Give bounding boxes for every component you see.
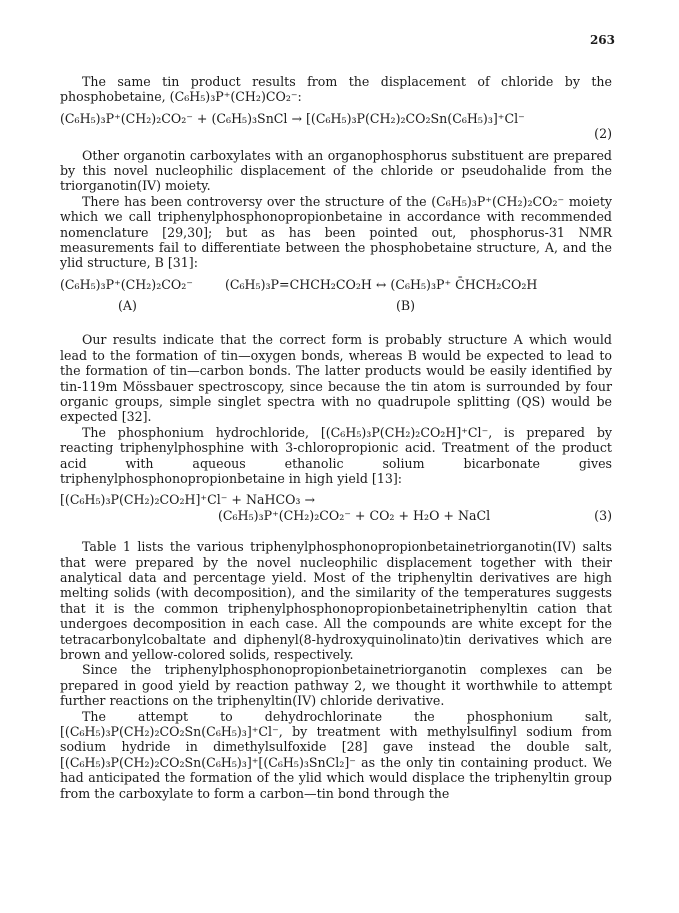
structure-b: (C₆H₅)₃P=CHCH₂CO₂H ↔ (C₆H₅)₃P⁺ C̄HCH₂CO₂H — [224, 276, 538, 292]
paragraph-7: Since the triphenylphosphonopropionbetainetriorganotin complexes can be prepared in good yield by reaction pathway 2, we thought it worthwhile to attempt further reactions on the triphenyltin(IV) chloride derivative. — [60, 662, 612, 709]
structure-a-label: (A) — [118, 298, 137, 314]
equation-3-line-2 — [60, 508, 612, 523]
equation-3 — [60, 492, 612, 523]
paragraph-4: Our results indicate that the correct form is probably structure A which would lead to the formation of tin—oxygen bonds, whereas B would be expected to lead to the formation of tin—carbon bonds. The latter products would be easily identified by tin-119m Mössbauer spectroscopy, since because the tin atom is surrounded by four organic groups, simple singlet spectra with no quadrupole splitting (QS) would be expected [32]. — [60, 332, 612, 425]
structure-a: (C₆H₅)₃P⁺(CH₂)₂CO₂⁻ — [60, 276, 193, 292]
structure-b-label: (B) — [396, 298, 416, 314]
paragraph-8: The attempt to dehydrochlorinate the phosphonium salt, [(C₆H₅)₃P(CH₂)₂CO₂Sn(C₆H₅)₃]⁺Cl⁻, by treatment with methylsulfinyl sodium from sodium hydride in dimethylsulfoxide [28] gave instead the double salt, [(C₆H₅)₃P(CH₂)₂CO₂Sn(C₆H₅)₃]⁺[(C₆H₅)₃SnCl₂]⁻ as the only tin containing product. We had anticipated the formation of the ylid which would displace the triphenyltin group from the carboxylate to form a carbon—tin bond through the — [60, 708, 612, 801]
paragraph-2: Other organotin carboxylates with an organophosphorus substituent are prepared by this novel nucleophilic displacement of the chloride or pseudohalide from the triorganotin(IV) moiety. — [60, 147, 612, 194]
page-body — [60, 74, 612, 801]
paragraph-5: The phosphonium hydrochloride, [(C₆H₅)₃P(CH₂)₂CO₂H]⁺Cl⁻, is prepared by reacting triphenylphosphine with 3-chloropropionic acid. Treatment of the product acid with aqueous ethanolic solium bicarbonate gives triphenylphosphonopropionbetaine in high yield [13]: — [60, 424, 612, 486]
page-number: 263 — [589, 33, 615, 47]
paragraph-3: There has been controversy over the structure of the (C₆H₅)₃P⁺(CH₂)₂CO₂⁻ moiety which we call triphenylphosphonopropionbetaine in accordance with recommended nomenclature [29,30]; but as has been pointed out, phosphorus-31 NMR measurements fail to differentiate between the phosphobetaine structure, A, and the ylid structure, B [31]: — [60, 193, 612, 271]
paragraph-1: The same tin product results from the displacement of chloride by the phosphobetaine, (C₆H₅)₃P⁺(CH₂)CO₂⁻: — [60, 74, 612, 105]
equation-3-number: (3) — [594, 507, 612, 523]
structure-labels — [60, 298, 612, 316]
equation-2-text: (C₆H₅)₃P⁺(CH₂)₂CO₂⁻ + (C₆H₅)₃SnCl → [(C₆H₅)₃P(CH₂)₂CO₂Sn(C₆H₅)₃]⁺Cl⁻ — [60, 110, 525, 126]
equation-3-line-2-text: (C₆H₅)₃P⁺(CH₂)₂CO₂⁻ + CO₂ + H₂O + NaCl — [218, 507, 491, 523]
paragraph-6: Table 1 lists the various triphenylphosphonopropionbetainetriorganotin(IV) salts that were prepared by the novel nucleophilic displacement together with their analytical data and percentage yield. Most of the triphenyltin derivatives are high melting solids (with decomposition), and the similarity of the temperatures suggests that it is the common triphenylphosphonopropionbetainetriphenyltin cation that undergoes decomposition in each case. All the compounds are white except for the tetracarbonylcobaltate and diphenyl(8-hydroxyquinolinato)tin derivatives which are brown and yellow-colored solids, respectively. — [60, 539, 612, 662]
equation-3-line-1: [(C₆H₅)₃P(CH₂)₂CO₂H]⁺Cl⁻ + NaHCO₃ → — [60, 492, 316, 508]
equation-2-number: (2) — [594, 126, 612, 142]
equation-2 — [60, 111, 612, 142]
structures-line — [60, 277, 612, 292]
